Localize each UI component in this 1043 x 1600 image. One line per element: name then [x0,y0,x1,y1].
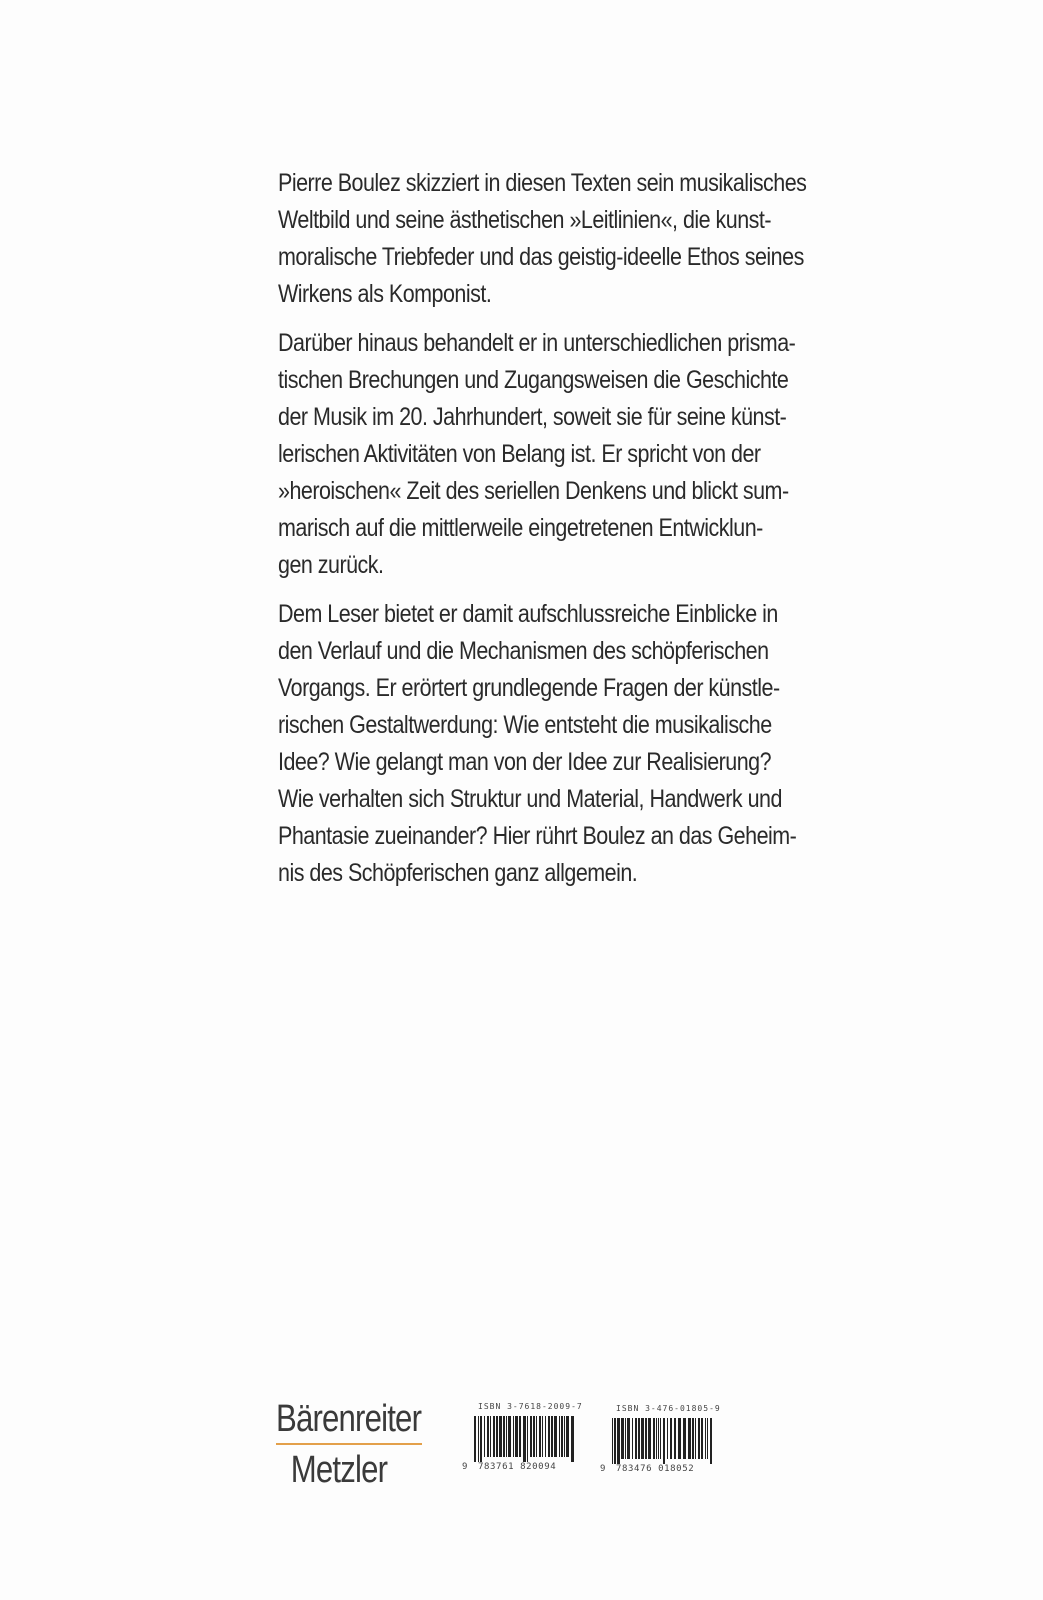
barcode-bar [701,1418,703,1459]
text-line: Darüber hinaus behandelt er in unterschiedlichen prisma- [278,329,796,357]
barcode-bar [484,1416,485,1457]
barcode-bar [545,1416,546,1457]
barcode-bar [663,1418,665,1464]
barcode-bar [667,1418,668,1459]
barcode-bar [612,1418,613,1464]
barcode-bar [698,1418,700,1459]
barcode-bar [499,1416,502,1457]
barcode-bar [474,1416,476,1462]
barcode-bar [554,1416,557,1457]
barcode-bar [503,1416,505,1457]
barcode-bar [551,1416,553,1457]
barcode-bars [474,1416,576,1462]
blurb-paragraph-3 [278,596,818,892]
isbn-barcode-baerenreiter [462,1402,582,1482]
barcode-bar [632,1418,633,1459]
barcode-bar [617,1418,620,1464]
barcode-bar [496,1416,498,1457]
barcode-bar [571,1416,574,1462]
isbn-barcode-metzler [600,1404,720,1484]
isbn-label: ISBN 3-476-01805-9 [616,1404,721,1413]
barcode-bar [656,1418,657,1459]
publisher-logo [276,1398,426,1491]
blurb-paragraph-2 [278,325,818,584]
barcode-bar [614,1418,616,1464]
barcode-bar [536,1416,537,1457]
barcode-bars [612,1418,714,1464]
barcode-bar [638,1418,640,1459]
text-line: Idee? Wie gelangt man von der Idee zur Realisierung? [278,748,772,776]
barcode-bar [561,1416,563,1457]
text-line: Dem Leser bietet er damit aufschlussreiche Einblicke in [278,600,778,628]
barcode-bar [645,1418,647,1459]
barcode-digits: 783476 018052 [616,1464,695,1474]
barcode-bar [688,1418,691,1459]
barcode-bar [523,1416,526,1462]
text-line: Weltbild und seine ästhetischen »Leitlinien«, die kunst- [278,206,772,234]
barcode-bar [678,1418,681,1459]
blurb-text [278,165,818,904]
text-line: lerischen Aktivitäten von Belang ist. Er spricht von der [278,440,761,468]
blurb-paragraph-1 [278,165,818,313]
barcode-digits: 783761 820094 [478,1462,557,1472]
text-line: moralische Triebfeder und das geistig-ideelle Ethos seines [278,243,804,271]
barcode-bar [670,1418,672,1459]
barcode-bar [625,1418,626,1459]
text-line: rischen Gestaltwerdung: Wie entsteht die musikalische [278,711,772,739]
barcode-bar [490,1416,491,1457]
barcode-bar [674,1418,676,1459]
barcode-lead-digit: 9 [462,1462,468,1472]
barcode-bar [692,1418,694,1459]
barcode-bar [564,1416,565,1457]
barcode-bar [478,1416,479,1462]
text-line: Wirkens als Komponist. [278,280,492,308]
barcode-bar [487,1416,489,1457]
barcode-bar [493,1416,495,1457]
barcode-bar [530,1416,532,1457]
barcode-bar [627,1418,630,1459]
publisher-name-baerenreiter: Bärenreiter [276,1398,422,1440]
barcode-bar [658,1418,659,1459]
text-line: den Verlauf und die Mechanismen des schöpferischen [278,637,769,665]
barcode-bar [559,1416,560,1457]
barcode-bar [519,1416,521,1457]
text-line: nis des Schöpferischen ganz allgemein. [278,859,638,887]
barcode-bar [648,1418,651,1459]
text-line: »heroischen« Zeit des seriellen Denkens und blickt sum- [278,477,789,505]
barcode-bar [660,1418,661,1459]
barcode-bar [695,1418,696,1459]
barcode-bar [515,1416,518,1457]
barcode-bar [539,1416,541,1457]
text-line: der Musik im 20. Jahrhundert, soweit sie für seine künst- [278,403,787,431]
barcode-lead-digit: 9 [600,1464,606,1474]
text-line: gen zurück. [278,551,384,579]
barcode-bar [653,1418,655,1459]
text-line: tischen Brechungen und Zugangsweisen die Geschichte [278,366,789,394]
barcode-bar [635,1418,637,1459]
barcode-bar [683,1418,686,1459]
barcode-bar [707,1418,708,1459]
publisher-name-metzler: Metzler [290,1449,388,1491]
text-line: marisch auf die mittlerweile eingetretenen Entwicklun- [278,514,763,542]
barcode-bar [621,1418,624,1459]
barcode-bar [506,1416,507,1457]
barcode-bar [508,1416,511,1457]
barcode-bar [548,1416,550,1457]
barcode-bar [480,1416,482,1462]
barcode-bar [527,1416,528,1462]
text-line: Wie verhalten sich Struktur und Material, Handwerk und [278,785,782,813]
barcode-bar [533,1416,535,1457]
isbn-label: ISBN 3-7618-2009-7 [478,1402,583,1411]
barcode-bar [513,1416,514,1457]
barcode-bar [566,1416,569,1457]
text-line: Vorgangs. Er erörtert grundlegende Fragen der künstle- [278,674,780,702]
barcode-bar [705,1418,706,1459]
text-line: Phantasie zueinander? Hier rührt Boulez an das Geheim- [278,822,797,850]
text-line: Pierre Boulez skizziert in diesen Texten sein musikalisches [278,169,807,197]
barcode-bar [641,1418,644,1459]
barcode-bar [710,1418,712,1464]
barcode-bar [542,1416,543,1457]
logo-divider [276,1443,422,1445]
